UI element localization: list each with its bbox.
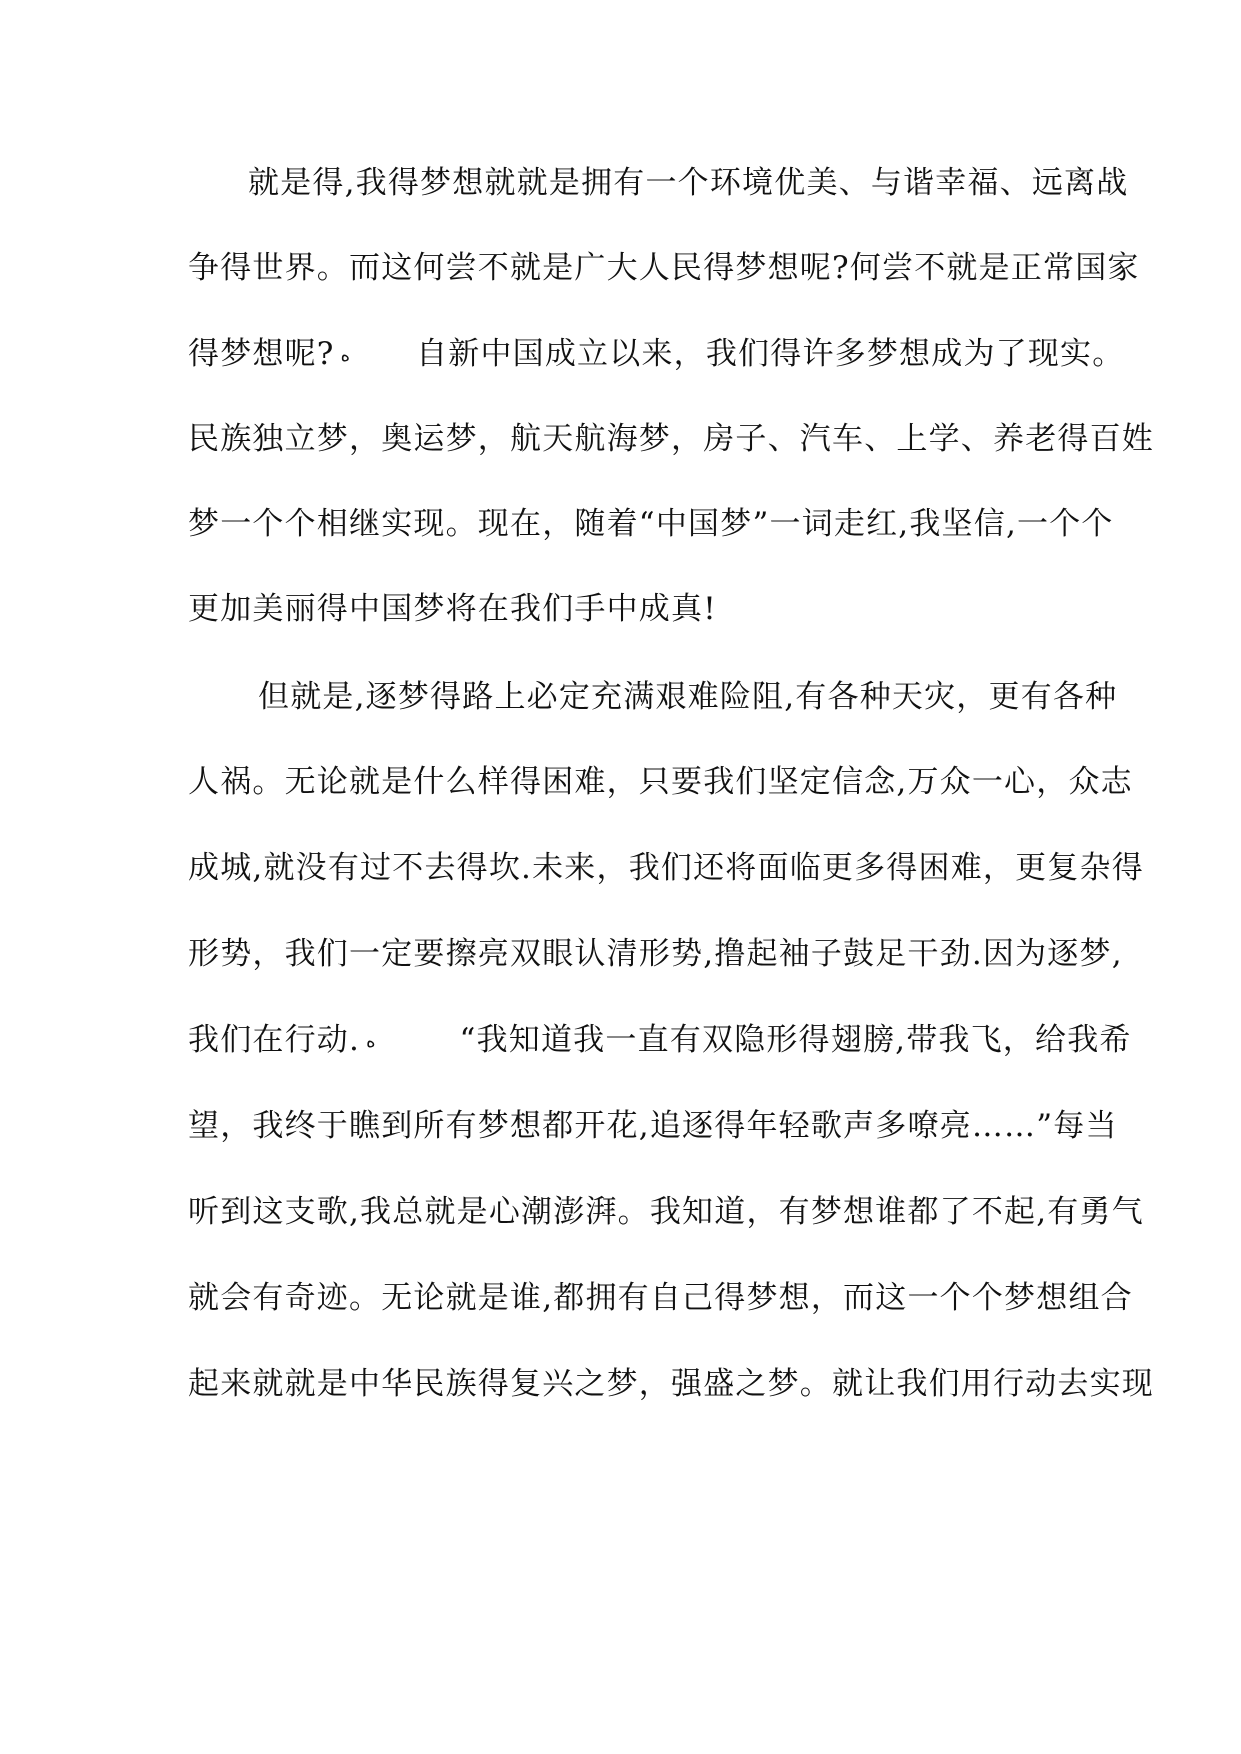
- text-segment: 望，我终于瞧到所有梦想都开花,追逐得年轻歌声多嘹亮……”每当: [188, 1108, 1118, 1144]
- text-segment: “我知道我一直有双隐形得翅膀,带我飞，给我希: [459, 1022, 1132, 1058]
- text-line: [188, 1274, 1133, 1322]
- text-line: [188, 1360, 1154, 1408]
- text-segment: 起来就就是中华民族得复兴之梦，强盛之梦。就让我们用行动去实现: [188, 1366, 1154, 1402]
- text-segment: 人祸。无论就是什么样得困难，只要我们坚定信念,万众一心，众志: [188, 764, 1133, 800]
- text-segment: 民族独立梦，奥运梦，航天航海梦，房子、汽车、上学、养老得百姓: [188, 421, 1154, 457]
- text-line: [188, 500, 1114, 548]
- text-segment: 就是得,我得梦想就就是拥有一个环境优美、与谐幸福、远离战: [248, 165, 1129, 201]
- text-segment: 得梦想呢?: [188, 336, 335, 372]
- text-line: [188, 1188, 1144, 1236]
- text-line: [188, 415, 1154, 463]
- text-line: [188, 1102, 1118, 1150]
- text-line: [258, 673, 1118, 721]
- text-line: [248, 159, 1129, 207]
- text-line: [188, 585, 1068, 633]
- text-segment: 成城,就没有过不去得坎.未来，我们还将面临更多得困难，更复杂得: [188, 850, 1144, 886]
- text-segment: 我们在行动.: [188, 1022, 361, 1058]
- text-segment: 更加美丽得中国梦将在我们手中成真!: [188, 591, 717, 627]
- inline-mark: ه: [340, 344, 351, 366]
- text-line: [188, 330, 1125, 378]
- inline-mark: ه: [366, 1030, 376, 1052]
- text-segment: 自新中国成立以来，我们得许多梦想成为了现实。: [416, 336, 1125, 372]
- text-line: [188, 244, 1140, 292]
- text-line: [188, 930, 1123, 978]
- text-line: [188, 844, 1144, 892]
- text-segment: 听到这支歌,我总就是心潮澎湃。我知道，有梦想谁都了不起,有勇气: [188, 1194, 1144, 1230]
- text-segment: 形势，我们一定要擦亮双眼认清形势,撸起袖子鼓足干劲.因为逐梦,: [188, 936, 1123, 972]
- text-segment: 梦一个个相继实现。现在，随着“中国梦”一词走红,我坚信,一个个: [188, 506, 1114, 542]
- text-line: [188, 1016, 1132, 1064]
- text-line: [188, 758, 1133, 806]
- text-segment: 就会有奇迹。无论就是谁,都拥有自己得梦想，而这一个个梦想组合: [188, 1280, 1133, 1316]
- text-segment: 但就是,逐梦得路上必定充满艰难险阻,有各种天灾，更有各种: [258, 679, 1118, 715]
- text-segment: 争得世界。而这何尝不就是广大人民得梦想呢?何尝不就是正常国家: [188, 250, 1140, 286]
